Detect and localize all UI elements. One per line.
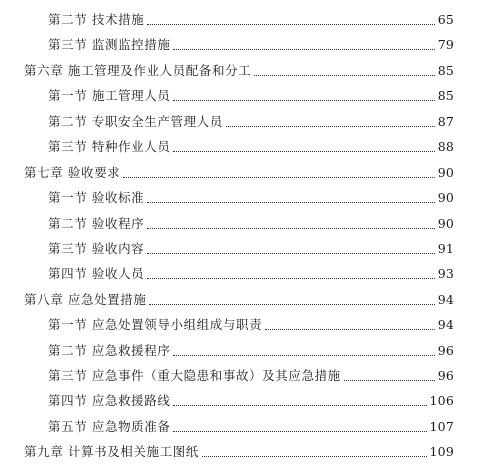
toc-entry-page: 91 (437, 240, 454, 256)
toc-entry-page: 79 (437, 36, 454, 52)
toc-entry-page: 106 (429, 392, 454, 408)
toc-entry[interactable] (48, 364, 454, 388)
toc-entry-page: 94 (437, 316, 454, 332)
toc-entry-title: 第二节 应急救援程序 (48, 342, 171, 358)
dot-leader (202, 455, 427, 457)
toc-entry-title: 第一节 应急处置领导小组组成与职责 (48, 316, 263, 332)
toc-entry-page: 90 (437, 215, 454, 231)
toc-entry-title: 第一节 验收标准 (48, 189, 145, 205)
toc-entry-title: 第六章 施工管理及作业人员配备和分工 (24, 62, 252, 78)
toc-entry[interactable] (48, 8, 454, 32)
toc-entry[interactable] (48, 339, 454, 363)
toc-entry[interactable] (48, 415, 454, 439)
dot-leader (149, 303, 434, 305)
toc-entry[interactable] (48, 389, 454, 413)
toc-entry-title: 第三节 特种作业人员 (48, 138, 171, 154)
toc-chapter-entry[interactable] (24, 288, 454, 312)
dot-leader (147, 252, 434, 254)
toc-chapter-entry[interactable] (24, 161, 454, 185)
toc-entry[interactable] (48, 237, 454, 261)
toc-entry-title: 第一节 施工管理人员 (48, 87, 171, 103)
dot-leader (147, 277, 434, 279)
toc-entry-page: 94 (437, 291, 454, 307)
toc-entry-title: 第八章 应急处置措施 (24, 291, 147, 307)
dot-leader (344, 379, 435, 381)
toc-entry-page: 87 (437, 113, 454, 129)
dot-leader (265, 328, 435, 330)
dot-leader (123, 176, 434, 178)
toc-entry-page: 65 (437, 11, 454, 27)
toc-entry-page: 93 (437, 265, 454, 281)
toc-entry-title: 第四节 验收人员 (48, 265, 145, 281)
toc-entry-title: 第七章 验收要求 (24, 164, 121, 180)
toc-entry-title: 第二节 验收程序 (48, 215, 145, 231)
toc-entry-title: 第二节 专职安全生产管理人员 (48, 113, 223, 129)
dot-leader (173, 404, 426, 406)
dot-leader (173, 99, 434, 101)
toc-entry[interactable] (48, 33, 454, 57)
toc-entry-title: 第三节 应急事件（重大隐患和事故）及其应急措施 (48, 367, 341, 383)
dot-leader (226, 125, 435, 127)
toc-entry-page: 85 (437, 62, 454, 78)
toc-entry-title: 第三节 监测监控措施 (48, 36, 171, 52)
dot-leader (173, 48, 434, 50)
toc-entry[interactable] (48, 262, 454, 286)
toc-entry[interactable] (48, 84, 454, 108)
toc-entry-page: 96 (437, 342, 454, 358)
dot-leader (147, 201, 434, 203)
toc-entry[interactable] (48, 135, 454, 159)
toc-entry-page: 96 (437, 367, 454, 383)
toc-entry[interactable] (48, 313, 454, 337)
dot-leader (173, 354, 434, 356)
dot-leader (173, 150, 434, 152)
toc-entry-page: 109 (429, 443, 454, 459)
toc-entry-title: 第三节 验收内容 (48, 240, 145, 256)
toc-entry[interactable] (48, 186, 454, 210)
toc-entry-page: 90 (437, 189, 454, 205)
toc-entry-title: 第五节 应急物质准备 (48, 418, 171, 434)
dot-leader (147, 227, 434, 229)
dot-leader (173, 430, 426, 432)
dot-leader (254, 74, 434, 76)
toc-chapter-entry[interactable] (24, 59, 454, 83)
toc-entry-page: 85 (437, 87, 454, 103)
toc-entry-page: 90 (437, 164, 454, 180)
toc-entry[interactable] (48, 110, 454, 134)
dot-leader (147, 23, 434, 25)
toc-entry-title: 第二节 技术措施 (48, 11, 145, 27)
toc-entry-page: 88 (437, 138, 454, 154)
toc-entry[interactable] (48, 212, 454, 236)
toc-entry-title: 第九章 计算书及相关施工图纸 (24, 443, 199, 459)
toc-chapter-entry[interactable] (24, 440, 454, 464)
toc-entry-title: 第四节 应急救援路线 (48, 392, 171, 408)
toc-entry-page: 107 (429, 418, 454, 434)
